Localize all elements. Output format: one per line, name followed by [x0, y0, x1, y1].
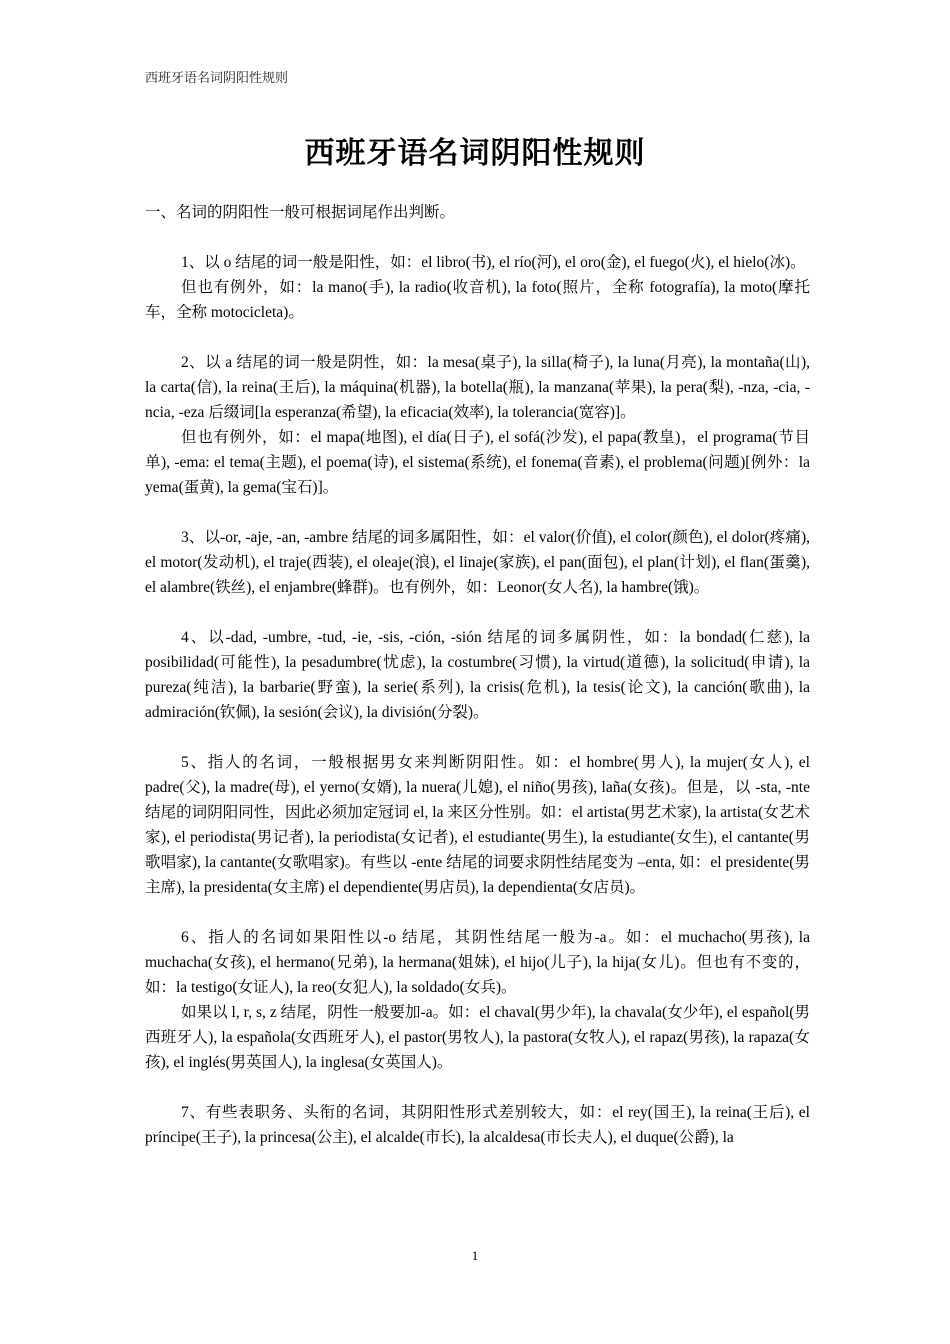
paragraph-rule-1: 1、以 o 结尾的词一般是阳性，如：el libro(书), el río(河), el oro(金), el fuego(火), el hielo(冰)。: [181, 254, 806, 271]
page-number: 1: [471, 1248, 479, 1263]
paragraph-rule-4: 4、以-dad, -umbre, -tud, -ie, -sis, -ción, -sión 结尾的词多属阴性，如：la bondad(仁慈), la posibilidad(可能性), la pesadumbre(忧虑), la costumbre(习惯), la virtud(道德), la solicitud(申请), la pureza(纯洁), la barbarie(野蛮), la serie(系列), la crisis(危机), la tesis(论文), la canción(歌曲), la admiración(钦佩), la sesión(会议), la división(分裂)。: [145, 629, 810, 721]
paragraph-rule-5: 5、指人的名词，一般根据男女来判断阴阳性。如：el hombre(男人), la mujer(女人), el padre(父), la madre(母), el yerno(女婿), la nuera(儿媳), el niño(男孩), laña(女孩)。但是，以 -sta, -nte 结尾的词阴阳同性，因此必须加定冠词 el, la 来区分性别。如：el artista(男艺术家), la artista(女艺术家), el periodista(男记者), la periodista(女记者), el estudiante(男生), la estudiante(女生), el cantante(男歌唱家), la cantante(女歌唱家)。有些以 -ente 结尾的词要求阴性结尾变为 –enta, 如：el presidente(男主席), la presidenta(女主席) el dependiente(男店员), la dependienta(女店员)。: [145, 754, 810, 896]
paragraph-rule-6: 6、指人的名词如果阳性以-o 结尾，其阴性结尾一般为-a。如：el muchacho(男孩), la muchacha(女孩), el hermano(兄弟), la hermana(姐妹), el hijo(儿子), la hija(女儿)。但也有不变的，如：la testigo(女证人), la reo(女犯人), la soldado(女兵)。: [145, 929, 810, 996]
document-title: 西班牙语名词阴阳性规则: [304, 137, 646, 170]
paragraph-rule-3: 3、以-or, -aje, -an, -ambre 结尾的词多属阳性，如：el valor(价值), el color(颜色), el dolor(疼痛), el motor(发动机), el traje(西装), el oleaje(浪), el linaje(家族), el pan(面包), el plan(计划), el flan(蛋羹), el alambre(铁丝), el enjambre(蜂群)。也有例外，如：Leonor(女人名), la hambre(饿)。: [145, 529, 810, 596]
paragraph-rule-6-continued: 如果以 l, r, s, z 结尾，阴性一般要加-a。如：el chaval(男少年), la chavala(女少年), el español(男西班牙人), la española(女西班牙人), el pastor(男牧人), la pastora(女牧人), el rapaz(男孩), la rapaza(女孩), el inglés(男英国人), la inglesa(女英国人)。: [145, 1004, 810, 1071]
paragraph-rule-2: 2、以 a 结尾的词一般是阴性，如：la mesa(桌子), la silla(椅子), la luna(月亮), la montaña(山), la carta(信), la reina(王后), la máquina(机器), la botella(瓶), la manzana(苹果), la pera(梨), -nza, -cia, -ncia, -eza 后缀词[la esperanza(希望), la eficacia(效率), la tolerancia(宽容)]。: [145, 354, 810, 421]
paragraph-rule-2-exceptions: 但也有例外，如：el mapa(地图), el día(日子), el sofá(沙发), el papa(教皇)，el programa(节目单), -ema: el tema(主题), el poema(诗), el sistema(系统), el fonema(音素), el problema(问题)[例外：la yema(蛋黄), la gema(宝石)]。: [145, 429, 810, 496]
running-header: 西班牙语名词阴阳性规则: [145, 70, 289, 85]
section-heading: 一、名词的阴阳性一般可根据词尾作出判断。: [145, 204, 456, 221]
paragraph-rule-1-exceptions: 但也有例外，如：la mano(手), la radio(收音机), la foto(照片，全称 fotografía), la moto(摩托车，全称 motocicleta)。: [145, 279, 810, 321]
paragraph-rule-7: 7、有些表职务、头衔的名词，其阴阳性形式差别较大，如：el rey(国王), la reina(王后), el príncipe(王子), la princesa(公主), el alcalde(市长), la alcaldesa(市长夫人), el duque(公爵), la: [145, 1104, 810, 1146]
document-body: [145, 200, 810, 1150]
